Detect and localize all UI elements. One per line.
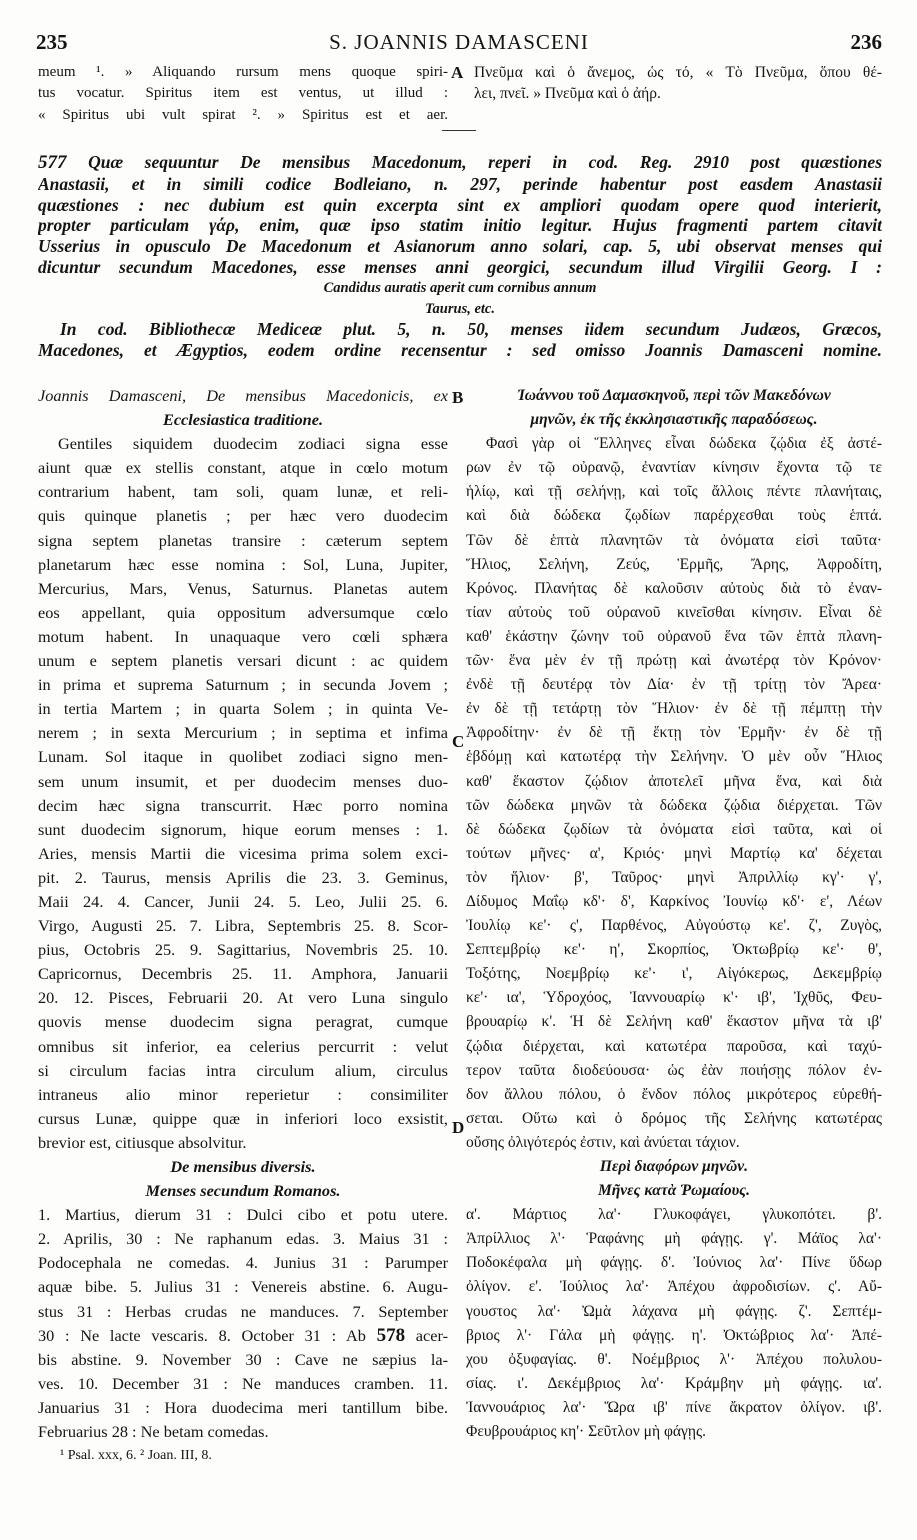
- month-line: χου ὀξυφαγίας. θ'. Νοέμβριος λ'· Ἀπέχου πολυλου-: [466, 1350, 882, 1368]
- text-line: ἐν δὲ τῇ τετάρτῃ τὸν Ἥλιον· ἐν δὲ τῇ πέμπτῃ τὴν: [466, 700, 882, 718]
- month-text: acer-: [405, 1325, 448, 1345]
- section-title: Ἰωάννου τοῦ Δαμασκηνοῦ, περὶ τῶν Μακεδόνων: [517, 387, 831, 404]
- page-header: [36, 30, 882, 58]
- month-line: stus 31 : Herbas crudas ne manduces. 7. September: [38, 1301, 448, 1321]
- text-line: βρουαρίῳ κ'. Ἡ δὲ Σελήνη καθ' ἕκαστον μῆνα τὰ ιβ': [466, 1013, 882, 1031]
- subheading: Menses secundum Romanos.: [145, 1181, 341, 1201]
- greek-column: [466, 384, 882, 1444]
- text-line: Κρόνος. Πλανήτας δὲ καλοῦσιν αὐτοὺς διὰ τὸ ἐναν-: [466, 579, 882, 597]
- text-line: κε'· ια', Ὑδροχόος, Ἰαννουαρίῳ κ'· ιβ', Ἰχθῦς, Φευ-: [466, 989, 882, 1007]
- margin-letter-c: C: [452, 732, 465, 751]
- text-line: motum habent. In unaquaque vero cœli sphæra: [38, 626, 448, 646]
- footnote: ¹ Psal. xxx, 6. ² Joan. III, 8.: [60, 1448, 212, 1464]
- month-line: aquæ bibe. 5. Julius 31 : Venereis abstine. 6. Augu-: [38, 1277, 448, 1297]
- text-line: Φασὶ γὰρ οἱ Ἕλληνες εἶναι δώδεκα ζῴδια ἐξ ἀστέ-: [486, 435, 882, 453]
- month-line: Podocephala ne comedas. 4. Junius 31 : Parumper: [38, 1253, 448, 1273]
- note-line: Usserius in opusculo De Macedonum et Asianorum anno solari, cap. 5, ubi observat menses qui: [38, 236, 882, 257]
- column-number: 577: [38, 152, 67, 173]
- text-line: brevior est, citiusque absolvitur.: [38, 1132, 247, 1152]
- month-line: bis abstine. 9. November 30 : Cave ne sæpius la-: [38, 1349, 448, 1369]
- running-title: S. JOANNIS DAMASCENI: [329, 30, 589, 54]
- month-line: βριος λ'· Γάλα μὴ φάγῃς. η'. Ὀκτώβριος λα'· Ἀπέ-: [466, 1326, 882, 1344]
- text-line: eos appellant, quia oppositum adversumque cœlo: [38, 602, 448, 622]
- note-line: Anastasii, et in simili codice Bodleiano, n. 297, perinde habentur post easdem Anastasii: [38, 173, 882, 194]
- latin-column: [38, 384, 448, 1468]
- text-line: Ἀφροδίτην· ἐν δὲ τῇ ἕκτῃ τὸν Ἑρμῆν· ἐν δὲ τῇ: [466, 724, 882, 742]
- text-line: Ἥλιος, Σελήνη, Ζεύς, Ἑρμῆς, Ἄρης, Ἀφροδίτη,: [466, 555, 882, 573]
- margin-letter-d: D: [452, 1118, 465, 1137]
- note-line: In cod. Bibliothecæ Mediceæ plut. 5, n. 50, menses iidem secundum Judæos, Græcos,: [60, 319, 882, 340]
- text-line: Aries, mensis Martii die vicesima prima solem exci-: [38, 843, 448, 863]
- month-line: Ποδοκέφαλα μὴ φάγῃς. δ'. Ἰούνιος λα'· Πίνε ὕδωρ: [466, 1254, 882, 1272]
- editorial-note: [38, 152, 882, 361]
- text-line: pit. 2. Taurus, mensis Aprilis die 23. 3. Geminus,: [38, 867, 448, 887]
- month-line: [38, 1324, 448, 1348]
- month-line: Ἰαννουάριος λα'· Ὥρα ιβ' πίνε ἄκρατον ὀλίγον. ιβ'.: [466, 1398, 882, 1416]
- note-line: quæstiones : nec dubium est quin excerpta sint ex ampliori quodam opere quod interierit,: [38, 194, 882, 215]
- text-line: καθ' ἕκαστον ζῴδιον ἀποτελεῖ μῆνα ἕνα, καὶ διὰ: [466, 772, 882, 790]
- text-line: δὲ δώδεκα ζῳδίων τὰ ὀνόματα εἰσὶ ταῦτα, καὶ οἱ: [466, 820, 882, 838]
- text-line: καθ' ἑκάστην ζώνην τοῦ οὐρανοῦ ἕνα τῶν ἑπτὰ πλανη-: [466, 627, 882, 645]
- text-line: pius, Octobris 25. 9. Sagittarius, Novembris 25. 10.: [38, 940, 448, 960]
- month-line: Januarius 31 : Hora duodecima meri tantillum bibe.: [38, 1397, 448, 1417]
- text-line: Τῶν δὲ ἑπτὰ πλανητῶν τὰ ὀνόματα εἰσὶ ταῦτα·: [466, 531, 882, 549]
- note-line: Macedones, et Ægyptios, eodem ordine recensentur : sed omisso Joannis Damasceni nomine.: [38, 340, 882, 361]
- column-marker: 578: [376, 1324, 406, 1346]
- text-line: in tertia Martem ; in quarta Solem ; in quinta Ve-: [38, 699, 448, 719]
- text-line: quis quinque planetis ; per hæc vero duodecim: [38, 506, 448, 526]
- text-line: Mercurius, Mars, Venus, Saturnus. Planetas autem: [38, 578, 448, 598]
- text-line: Ἰουλίῳ κε'· ς', Παρθένος, Αὐγούστῳ κε'. ζ', Ζυγὸς,: [466, 917, 882, 935]
- note-text: Quæ sequuntur De mensibus Macedonum, reperi in cod. Reg. 2910 post quæstiones: [88, 152, 882, 172]
- text-line: planetarum hæc esse nomina : Sol, Luna, Jupiter,: [38, 554, 448, 574]
- month-line: Φευβρουάριος κη'· Σεῦτλον μὴ φάγῃς.: [466, 1423, 707, 1441]
- text-line: τούτων μῆνες· α', Κριός· μηνὶ Μαρτίῳ κα' δέχεται: [466, 844, 882, 862]
- month-line: 2. Aprilis, 30 : Ne raphanum edas. 3. Maius 31 :: [38, 1229, 448, 1249]
- note-line: [38, 152, 882, 174]
- page-number-right: 236: [850, 30, 882, 54]
- text-line: in prima et suprema Saturnum ; in secunda Jovem ;: [38, 675, 448, 695]
- text-line: σεται. Οὕτω καὶ ὁ δρόμος τῆς Σελήνης κατωτέρας: [466, 1109, 882, 1127]
- text-line: Σεπτεμβρίῳ κε'· η', Σκορπίος, Ὀκτωβρίῳ κε'· θ',: [466, 941, 882, 959]
- text-line: Capricornus, Decembris 25. 11. Amphora, Januarii: [38, 964, 448, 984]
- text-line: « Spiritus ubi vult spirat ². » Spiritus est et aer.: [38, 106, 448, 123]
- month-line: Ἀπρίλλιος λ'· Ῥαφάνης μὴ φάγῃς. γ'. Μάϊος λα'·: [466, 1230, 882, 1248]
- section-title: μηνῶν, ἐκ τῆς ἐκκλησιαστικῆς παραδόσεως.: [530, 411, 818, 429]
- text-line: meum ¹. » Aliquando rursum mens quoque spiri-: [38, 64, 448, 80]
- month-line: ὀλίγον. ε'. Ἰούλιος λα'· Ἀπέχου ἀφροδισίων. ς'. Αὔ-: [466, 1278, 882, 1296]
- text-line: nerem ; in sexta Mercurium ; in septima et infima: [38, 723, 448, 743]
- text-line: ἐνδὲ τῇ δευτέρᾳ τὸν Δία· ἐν τῇ τρίτῃ τὸν Ἄρεα·: [466, 676, 882, 694]
- subheading: Περὶ διαφόρων μηνῶν.: [599, 1158, 749, 1175]
- text-line: καὶ διὰ δώδεκα ζῳδίων παρέρχεσθαι τοὺς ἑπτά.: [466, 507, 882, 525]
- top-latin-text: [38, 62, 448, 126]
- text-line: sunt duodecim signorum, hique eorum menses : 1.: [38, 819, 448, 839]
- text-line: aiunt quæ ex stellis constant, atque in cœlo motum: [38, 458, 448, 478]
- text-line: Τοξότης, Νοεμβρίῳ κε'· ι', Αἰγόκερως, Δεκεμβρίῳ: [466, 965, 882, 983]
- text-line: Πνεῦμα καὶ ὁ ἄνεμος, ὡς τό, « Τὸ Πνεῦμα, ὅπου θέ-: [474, 64, 882, 81]
- text-line: ρων ἐν τῷ οὐρανῷ, ἐναντίαν κίνησιν ἔχοντα τῷ τε: [466, 459, 882, 477]
- text-line: tus vocatur. Spiritus item est ventus, ut illud :: [38, 85, 448, 102]
- note-line: dicuntur secundum Macedones, esse menses anni georgici, secundum illud Virgilii Georg. I :: [38, 256, 882, 277]
- month-text: 30 : Ne lacte vescaris. 8. October 31 : Ab: [38, 1325, 377, 1345]
- text-line: Gentiles siquidem duodecim zodiaci signa esse: [58, 434, 448, 454]
- text-line: omnibus sit inferior, ea celerius percurrit : velut: [38, 1036, 448, 1056]
- month-line: σίας. ι'. Δεκέμβριος λα'· Κράμβην μὴ φάγῃς. ια'.: [466, 1374, 882, 1392]
- month-line: 1. Martius, dierum 31 : Dulci cibo et potu utere.: [38, 1205, 448, 1225]
- top-greek-text: [474, 62, 882, 105]
- text-line: cursus Lunæ, quippe quæ in inferiori loco exsistit,: [38, 1108, 448, 1128]
- text-line: Lunam. Sol itaque in quolibet zodiaci signo men-: [38, 747, 448, 767]
- verse-line: Candidus auratis aperit cum cornibus annum: [323, 279, 597, 296]
- text-line: τῶν δώδεκα μηνῶν τὰ δώδεκα ζῴδια διέρχεται. Τῶν: [466, 796, 882, 814]
- text-line: τῶν· ἕνα μὲν ἐν τῇ πρώτῃ καὶ ἀνωτέρᾳ τὸν Κρόνον·: [466, 652, 882, 670]
- month-line: α'. Μάρτιος λα'· Γλυκοφάγει, γλυκοπότει. β'.: [466, 1206, 882, 1224]
- month-line: ves. 10. December 31 : Ne manduces cramben. 11.: [38, 1373, 448, 1393]
- separator-rule: [442, 130, 476, 131]
- text-line: ἑβδόμῃ καὶ κατωτέρᾳ τὴν Σελήνην. Ὁ μὲν οὖν Ἥλιος: [466, 748, 882, 766]
- subheading: De mensibus diversis.: [170, 1157, 316, 1176]
- text-line: quovis mense duodecim signa peragrat, cumque: [38, 1012, 448, 1032]
- section-title: Joannis Damasceni, De mensibus Macedonicis, ex: [38, 386, 448, 405]
- month-line: Februarius 28 : Ne betam comedas.: [38, 1422, 269, 1442]
- text-line: λει, πνεῖ. » Πνεῦμα καὶ ὁ ἀήρ.: [474, 85, 661, 103]
- page-number-left: 235: [36, 30, 68, 54]
- text-line: οὔσης ὀλιγότερός ἐστιν, καὶ ἀνύεται τάχιον.: [466, 1133, 740, 1151]
- text-line: decim hæc signa transcurrit. Hæc porro nomina: [38, 795, 448, 815]
- text-line: Virgo, Augusti 25. 7. Libra, Septembris 25. 8. Scor-: [38, 916, 448, 936]
- margin-letter-b: B: [452, 388, 464, 407]
- subheading: Μῆνες κατὰ Ῥωμαίους.: [598, 1182, 750, 1200]
- text-line: δον ἄλλου πόλου, ὁ ἔνδον πόλος μικρότερος εὑρεθή-: [466, 1085, 882, 1103]
- verse-line: Taurus, etc.: [425, 300, 495, 317]
- note-line: propter particulam γάρ, enim, quæ ipso statim initio legitur. Hujus fragmenti partem citavit: [38, 215, 882, 236]
- text-line: intraneus alio minor reperietur : consimiliter: [38, 1084, 448, 1104]
- text-line: τερον ταῦτα διοδεύουσα· ὡς ἐὰν ποιήσῃς πόλον ἐν-: [466, 1061, 882, 1079]
- text-line: τίαν αὐτοὺς τοῦ οὐρανοῦ κινεῖσθαι κίνησιν. Εἶναι δὲ: [466, 603, 882, 621]
- text-line: signa septem planetas transire : cæterum septem: [38, 530, 448, 550]
- month-line: γουστος λα'· Ὠμὰ λάχανα μὴ φάγῃς. ζ'. Σεπτέμ-: [466, 1302, 882, 1320]
- text-line: sem unum insumit, et per duodecim menses duo-: [38, 771, 448, 791]
- text-line: Maii 24. 4. Cancer, Junii 24. 5. Leo, Julii 25. 6.: [38, 891, 448, 911]
- section-title: Ecclesiastica traditione.: [162, 410, 324, 430]
- text-line: contrarium habent, tam soli, quam lunæ, et reli-: [38, 482, 448, 502]
- margin-letter-a: A: [451, 63, 464, 82]
- text-line: ζῴδια διέρχεται, καὶ κατωτέρα παροῦσα, καὶ ταχύ-: [466, 1037, 882, 1055]
- text-line: unum e septem planetis versari dicunt : ac quidem: [38, 651, 448, 671]
- text-line: si circulum facias intra circulum alium, circulus: [38, 1060, 448, 1080]
- text-line: τὸν ἥλιον· β', Ταῦρος· μηνὶ Ἀπριλλίῳ κγ'· γ',: [466, 868, 882, 886]
- text-line: ἡλίῳ, καὶ τῇ σελήνῃ, καὶ τοῖς ἄλλοις πέντε πλανήταις,: [466, 483, 882, 501]
- text-line: Δίδυμος Μαΐῳ κδ'· δ', Καρκίνος Ἰουνίῳ κδ'· ε', Λέων: [466, 892, 882, 910]
- text-line: 20. 12. Pisces, Februarii 20. At vero Luna singulo: [38, 988, 448, 1008]
